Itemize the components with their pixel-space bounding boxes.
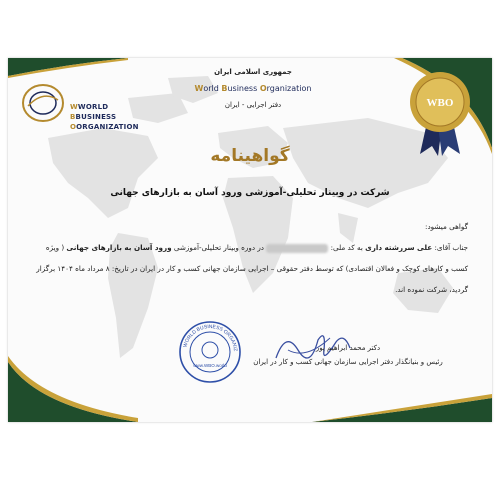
signatory-name: دکتر محمد ابراهیم پور [315,344,381,352]
bottom-left-corner-ornament [8,352,138,422]
body-paragraph: جناب آقای: علی سررشته داری به کد ملی: در دوره وبینار تحلیلی-آموزشی ورود آسان به بازارهای جهانی ( ویژه کسب و کارهای کوچک و فعالان اقتصادی) که توسط دفتر حقوقی – اجرایی سازمان جهانی کسب و کار در ایران در تاریخ: ۸ مرداد ماه ۱۴۰۴ برگزار گردید، شرکت نموده اند. [36,243,468,294]
header-office: دفتر اجرایی - ایران [224,101,282,109]
stamp-ring-text: WORLD BUSINESS ORGANIZ [182,323,239,352]
body-intro: گواهی میشود: [425,222,468,231]
medal-label: WBO [426,97,454,109]
certificate-header [158,68,348,109]
logo-wordmark: WWORLD BBUSINESS OORGANIZATION [70,103,139,131]
redacted-national-id [266,244,328,253]
certificate-subtitle: شرکت در وبینار تحلیلی-آموزشی ورود آسان به بازارهای جهانی [110,188,390,198]
stamp-url: www.WBO.world [193,363,227,368]
recipient-name: علی سررشته داری [365,243,433,252]
top-left-corner-ornament [8,58,128,78]
bottom-right-corner-ornament [312,394,492,422]
wbo-emblem-icon [20,80,66,126]
header-organization: World Business Organization [194,84,312,93]
course-name: ورود آسان به بازارهای جهانی [66,243,172,252]
certificate-title: گواهینامه [210,146,290,166]
header-country: جمهوری اسلامی ایران [214,68,292,76]
signatory-role: رئیس و بنیانگذار دفتر اجرایی سازمان جهانی کسب و کار در ایران [253,358,443,366]
gold-medal-badge [402,70,478,156]
certificate [8,58,492,422]
wbo-logo [20,78,140,131]
certificate-body [28,216,468,300]
official-stamp [178,320,242,384]
signatory-block [248,341,448,369]
